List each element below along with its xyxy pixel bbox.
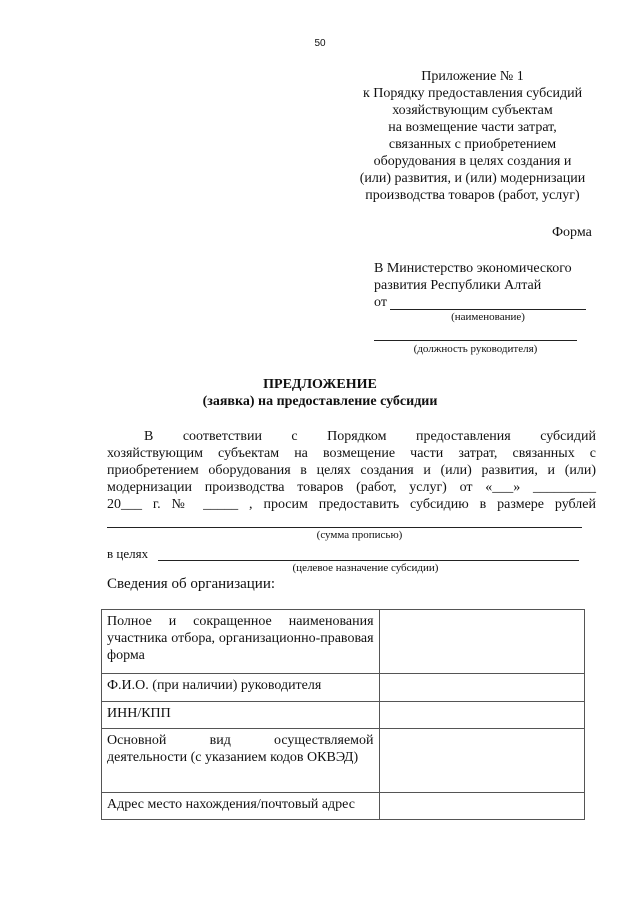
purpose-prefix: в целях (107, 546, 149, 561)
addressee-position-caption: (должность руководителя) (413, 343, 538, 355)
addressee-line2: развития Республики Алтай (374, 278, 542, 293)
addressee-from-prefix: от (374, 295, 387, 310)
appendix-line: хозяйствующим субъектам (392, 103, 553, 118)
table-row (102, 729, 585, 793)
purpose-caption: (целевое назначение субсидии) (292, 562, 439, 574)
purpose-line (158, 560, 579, 561)
appendix-line: к Порядку предоставления субсидий (362, 86, 583, 101)
table-cell-value[interactable] (379, 793, 584, 820)
org-info-table (101, 609, 585, 820)
table-cell-label: Полное и сокращенное наименования участника отбора, организационно-правовая форма (102, 610, 380, 674)
page-number: 50 (314, 38, 326, 49)
body-line-2: хозяйствующим субъектам на возмещение части затрат, связанных с (107, 446, 596, 461)
body-line-3: приобретением оборудования в целях создания и (или) развития, и (или) (107, 463, 596, 478)
form-label: Форма (552, 225, 592, 240)
table-cell-value[interactable] (379, 729, 584, 793)
table-cell-label: Основной вид осуществляемой деятельности (с указанием кодов ОКВЭД) (102, 729, 380, 793)
sum-caption: (сумма прописью) (316, 529, 403, 541)
table-row (102, 674, 585, 702)
addressee-name-line (390, 309, 586, 310)
body-line-1: В соответствии с Порядком предоставления субсидий (144, 429, 596, 444)
appendix-line: связанных с приобретением (388, 137, 557, 152)
table-cell-value[interactable] (379, 674, 584, 702)
table-cell-label: Ф.И.О. (при наличии) руководителя (102, 674, 380, 702)
table-cell-label: ИНН/КПП (102, 702, 380, 729)
addressee-position-line (374, 340, 577, 341)
appendix-line: Приложение № 1 (421, 69, 524, 84)
appendix-line: производства товаров (работ, услуг) (365, 188, 580, 203)
table-row (102, 702, 585, 729)
appendix-line: (или) развития, и (или) модернизации (359, 171, 586, 186)
body-line-4: модернизации производства товаров (работ, услуг) от «___» _________ (107, 480, 596, 495)
document-subtitle: (заявка) на предоставление субсидии (202, 394, 438, 409)
sum-line (107, 527, 582, 528)
appendix-line: оборудования в целях создания и (373, 154, 572, 169)
body-line-5: 20___ г. № _____ , просим предоставить субсидию в размере рублей (107, 497, 596, 512)
table-cell-label: Адрес место нахождения/почтовый адрес (102, 793, 380, 820)
table-cell-value[interactable] (379, 610, 584, 674)
appendix-line: на возмещение части затрат, (388, 120, 557, 135)
addressee-name-caption: (наименование) (451, 311, 525, 323)
table-cell-value[interactable] (379, 702, 584, 729)
table-row (102, 610, 585, 674)
addressee-line1: В Министерство экономического (374, 261, 572, 276)
table-row (102, 793, 585, 820)
org-info-label: Сведения об организации: (107, 576, 276, 592)
document-title: ПРЕДЛОЖЕНИЕ (263, 377, 377, 392)
appendix-block (330, 68, 615, 204)
